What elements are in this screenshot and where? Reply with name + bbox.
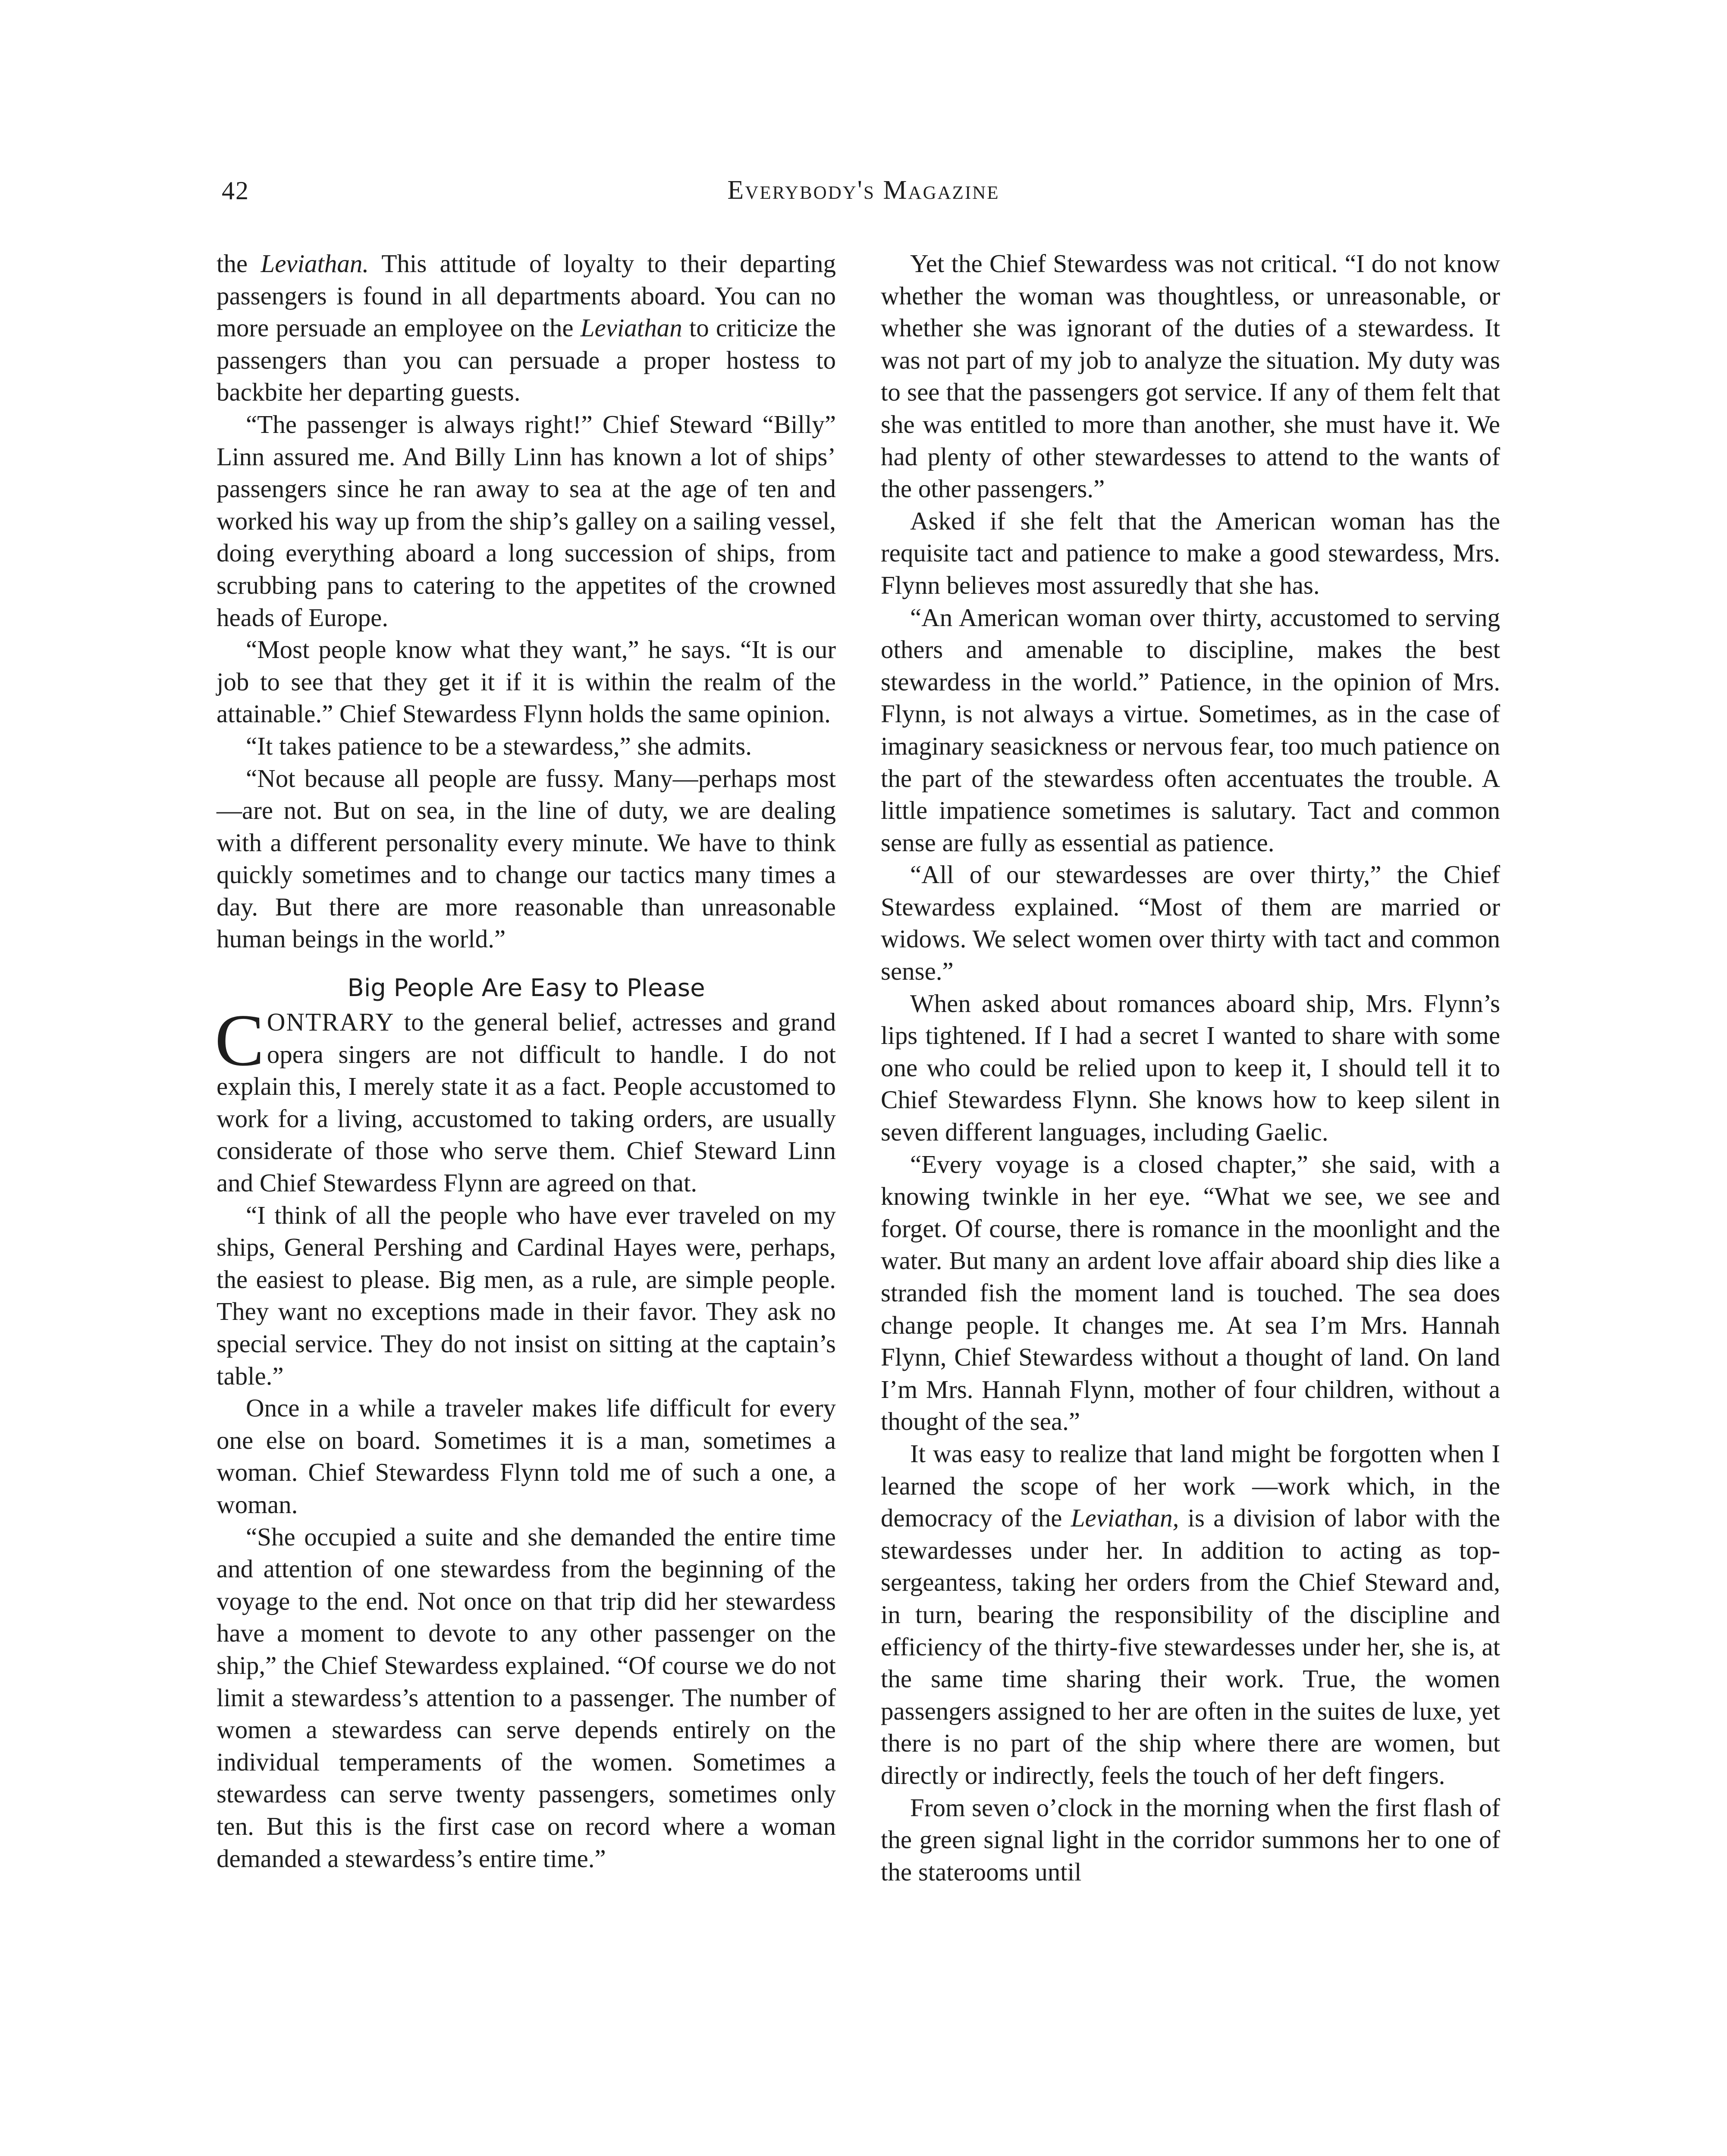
paragraph: When asked about romances aboard ship, Mrs. Flynn’s lips tightened. If I had a secret I wanted to share with some one who could be relied upon to keep it, I should tell it to Chief Stewardess Flynn. She knows how to keep silent in seven different languages, including Gaelic. [881,989,1500,1147]
paragraph: Once in a while a traveler makes life difficult for every one else on board. Sometimes it is a man, sometimes a woman. Chief Stewardess Flynn told me of such a one, a woman. [217,1394,836,1519]
paragraph: “I think of all the people who have ever traveled on my ships, General Pershing and Cardinal Hayes were, perhaps, the easiest to please. Big men, as a rule, are simple people. They want no exceptions made in their favor. They ask no special service. They do not insist on sitting at the captain’s table.” [217,1200,836,1390]
paragraph: “All of our stewardesses are over thirty,” the Chief Stewardess explained. “Most of them are married or widows. We select women over thirty with tact and common sense.” [881,860,1500,986]
paragraph: the Leviathan. This attitude of loyalty to their departing passengers is found in all departments aboard. You can no more persuade an employee on the Leviathan to criticize the passengers than you can persuade a proper hostess to backbite her departing guests. [217,249,836,407]
paragraph: From seven o’clock in the morning when the first flash of the green signal light in the corridor summons her to one of the staterooms until [881,1793,1500,1886]
page-number: 42 [222,176,249,205]
ship-name: Leviathan. [261,249,369,278]
ship-name: Leviathan [580,313,682,342]
paragraph: “She occupied a suite and she demanded the entire time and attention of one stewardess from the beginning of the voyage to the end. Not once on that trip did her stewardess have a moment to devote to any other passenger on the ship,” the Chief Stewardess explained. “Of course we do not limit a stewardess’s attention to a passenger. The number of women a stewardess can serve depends entirely on the individual temperaments of the women. Sometimes a stewardess can serve twenty passengers, sometimes only ten. But this is the first case on record where a woman demanded a stewardess’s entire time.” [217,1522,836,1873]
section-heading: Big People Are Easy to Please [347,974,705,1003]
drop-cap: C [215,1000,264,1082]
paragraph: CONTRARY to the general belief, actresses and grand opera singers are not difficult to handle. I do not explain this, I merely state it as a fact. People accustomed to work for a living, accustomed to taking orders, are usually considerate of those who serve them. Chief Steward Linn and Chief Stewardess Flynn are agreed on that. [215,1000,836,1197]
paragraph: “An American woman over thirty, accustomed to serving others and amenable to discipline, makes the best stewardess in the world.” Patience, in the opinion of Mrs. Flynn, is not always a virtue. Sometimes, as in the case of imaginary seasickness or nervous fear, too much patience on the part of the stewardess often accentuates the trouble. A little impatience sometimes is salutary. Tact and common sense are fully as essential as patience. [881,603,1500,857]
paragraph: “The passenger is always right!” Chief Steward “Billy” Linn assured me. And Billy Linn has known a lot of ships’ passengers since he ran away to sea at the age of ten and worked his way up from the ship’s galley on a sailing vessel, doing everything aboard a long succession of ships, from scrubbing pans to catering to the appetites of the crowned heads of Europe. [217,410,836,632]
paragraph: “Most people know what they want,” he says. “It is our job to see that they get it if it is within the realm of the attainable.” Chief Stewardess Flynn holds the same opinion. [217,635,836,728]
paragraph: Yet the Chief Stewardess was not critical. “I do not know whether the woman was thoughtless, or unreasonable, or whether she was ignorant of the duties of a stewardess. It was not part of my job to analyze the situation. My duty was to see that the passengers got service. If any of them felt that she was entitled to more than another, she must have it. We had plenty of other stewardesses to attend to the wants of the other passengers.” [881,249,1500,503]
paragraph: “It takes patience to be a stewardess,” she admits. [246,731,752,760]
right-column [881,248,1500,1888]
paragraph: “Not because all people are fussy. Many—perhaps most—are not. But on sea, in the line of duty, we are dealing with a different personality every minute. We have to think quickly sometimes and to change our tactics many times a day. But there are more reasonable than unreasonable human beings in the world.” [217,764,836,953]
running-title: Everybody's Magazine [727,175,1000,205]
left-column [217,248,836,1874]
ship-name: Leviathan, [1071,1504,1179,1532]
paragraph: It was easy to realize that land might be forgotten when I learned the scope of her work —work which, in the democracy of the Leviathan, is a division of labor with the stewardesses under her. In addition to acting as top-sergeantess, taking her orders from the Chief Steward and, in turn, bearing the responsibility of the discipline and efficiency of the thirty-five stewardesses under her, she is, at the same time sharing their work. True, the women passengers assigned to her are often in the suites de luxe, yet there is no part of the ship where there are women, but directly or indirectly, feels the touch of her deft fingers. [881,1439,1500,1789]
paragraph: Asked if she felt that the American woman has the requisite tact and patience to make a good stewardess, Mrs. Flynn believes most assuredly that she has. [881,506,1500,599]
paragraph: “Every voyage is a closed chapter,” she said, with a knowing twinkle in her eye. “What we see, we see and forget. Of course, there is romance in the moonlight and the water. But many an ardent love affair aboard ship dies like a stranded fish the moment land is touched. The sea does change people. It changes me. At sea I’m Mrs. Hannah Flynn, Chief Stewardess without a thought of land. On land I’m Mrs. Hannah Flynn, mother of four children, without a thought of the sea.” [881,1150,1500,1436]
